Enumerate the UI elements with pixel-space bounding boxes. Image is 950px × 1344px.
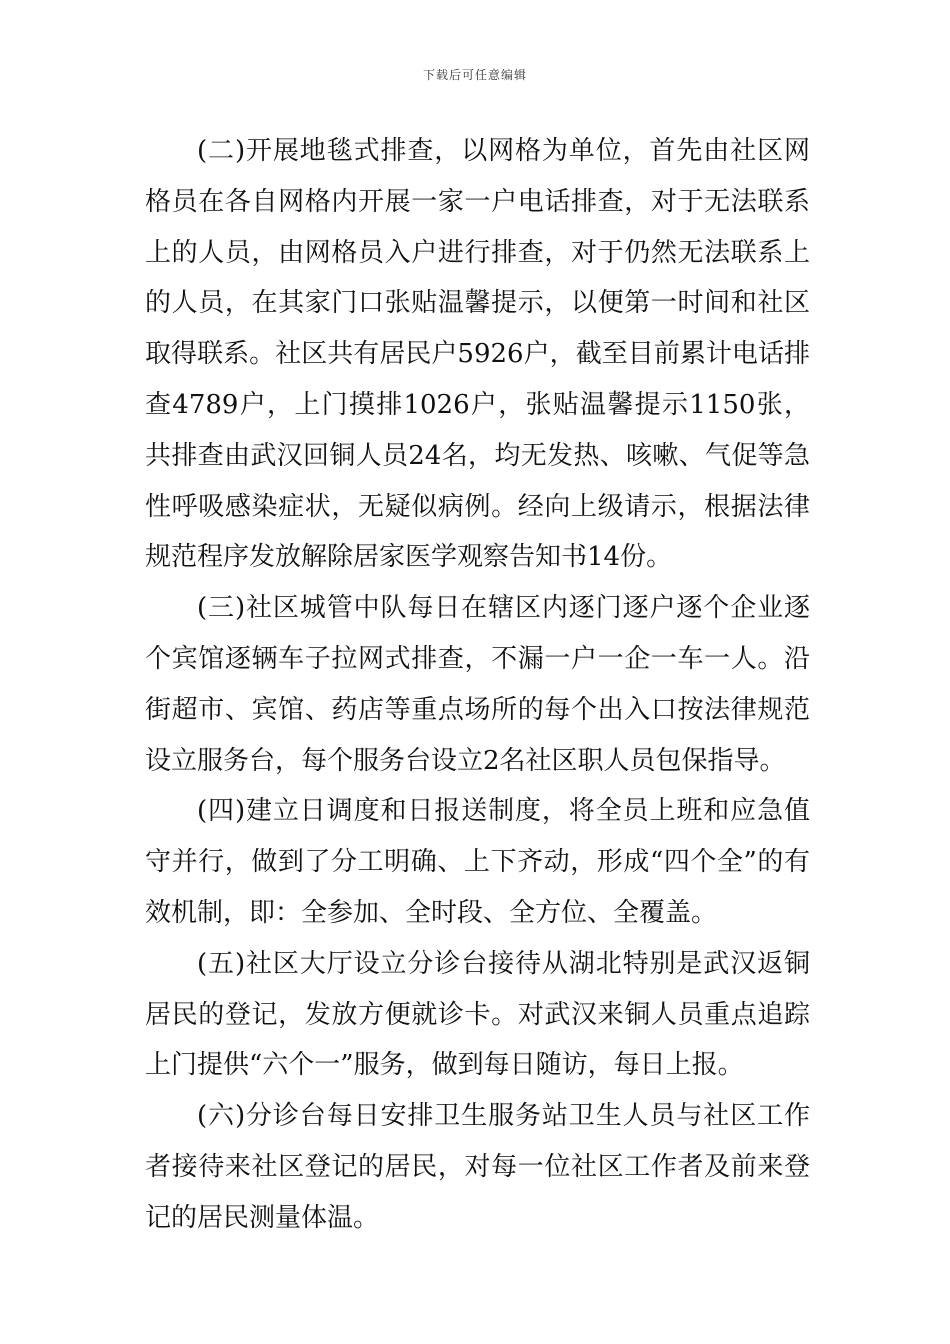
paragraph-3: (三)社区城管中队每日在辖区内逐门逐户逐个企业逐个宾馆逐辆车子拉网式排查，不漏一户一企一车一人。沿街超市、宾馆、药店等重点场所的每个出入口按法律规范设立服务台，每个服务台设立2名社区职人员包保指导。 <box>145 593 810 776</box>
header-note: 下载后可任意编辑 <box>422 68 527 82</box>
document-body <box>145 126 810 1244</box>
paragraph-4: (四)建立日调度和日报送制度，将全员上班和应急值守并行，做到了分工明确、上下齐动，形成“四个全”的有效机制，即：全参加、全时段、全方位、全覆盖。 <box>145 796 810 928</box>
paragraph-5: (五)社区大厅设立分诊台接待从湖北特别是武汉返铜居民的登记，发放方便就诊卡。对武汉来铜人员重点追踪上门提供“六个一”服务，做到每日随访，每日上报。 <box>145 948 810 1081</box>
paragraph-2: (二)开展地毯式排查，以网格为单位，首先由社区网格员在各自网格内开展一家一户电话排查，对于无法联系上的人员，由网格员入户进行排查，对于仍然无法联系上的人员，在其家门口张贴温馨提示，以便第一时间和社区取得联系。社区共有居民户5926户，截至目前累计电话排查4789户，上门摸排1026户，张贴温馨提示1150张，共排查由武汉回铜人员24名，均无发热、咳嗽、气促等急性呼吸感染症状，无疑似病例。经向上级请示，根据法律规范程序发放解除居家医学观察告知书14份。 <box>145 136 810 573</box>
paragraph-6: (六)分诊台每日安排卫生服务站卫生人员与社区工作者接待来社区登记的居民，对每一位社区工作者及前来登记的居民测量体温。 <box>145 1101 810 1233</box>
